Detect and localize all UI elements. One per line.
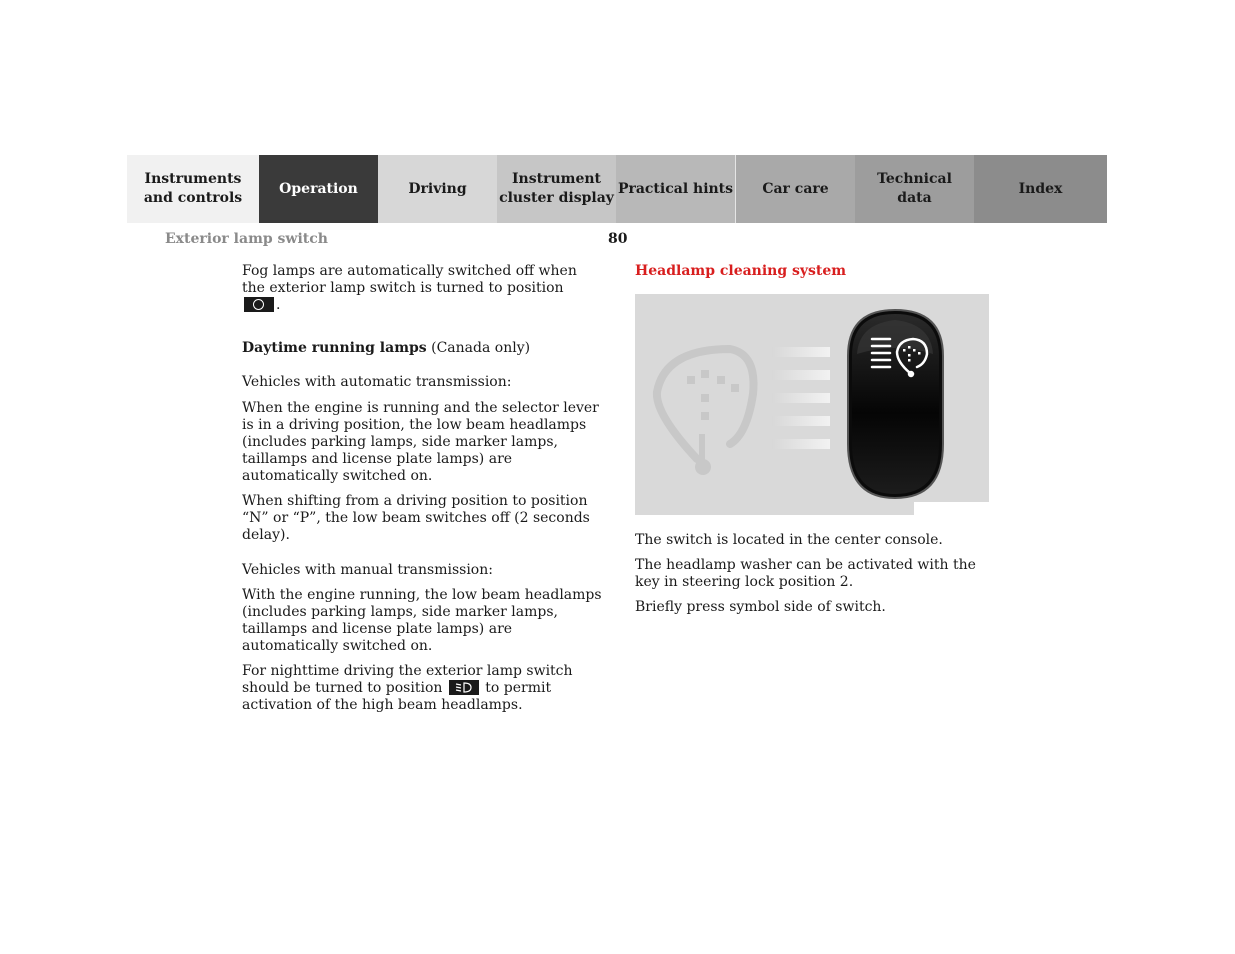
tab-instruments-and-controls[interactable]	[127, 155, 259, 223]
left-column	[242, 263, 602, 714]
tab-operation[interactable]	[259, 155, 378, 223]
tab-label: Practical hints	[617, 180, 734, 197]
auto-paragraph-2: When shifting from a driving position to position “N” or “P”, the low beam switches off (2 seconds delay).	[242, 493, 590, 543]
tab-label: Instruments and controls	[143, 171, 243, 206]
tab-instrument-cluster-display[interactable]	[497, 155, 616, 223]
low-beam-icon	[449, 680, 479, 695]
tab-car-care[interactable]	[736, 155, 855, 223]
tab-label: Driving	[408, 180, 467, 197]
tab-label: Car care	[762, 180, 829, 197]
auto-heading: Vehicles with automatic transmission:	[242, 374, 512, 390]
drl-note: (Canada only)	[426, 340, 531, 356]
tab-label: Technical data	[877, 171, 952, 206]
right-paragraph-3: Briefly press symbol side of switch.	[635, 599, 886, 615]
page-number: 80	[608, 231, 628, 247]
drl-heading-line	[242, 340, 602, 357]
tab-technical-data[interactable]	[855, 155, 974, 223]
tab-practical-hints[interactable]	[616, 155, 736, 223]
manual-paragraph-1: With the engine running, the low beam headlamps (includes parking lamps, side marker lamps, taillamps and license plate lamps) are automatically switched on.	[242, 587, 602, 654]
washer-switch-button	[848, 310, 943, 498]
headlamp-washer-switch-illustration	[635, 294, 989, 515]
headlamp-cleaning-heading: Headlamp cleaning system	[635, 263, 847, 279]
manual-heading: Vehicles with manual transmission:	[242, 562, 493, 578]
drl-heading: Daytime running lamps	[242, 340, 427, 356]
fog-lamps-paragraph: Fog lamps are automatically switched off when the exterior lamp switch is turned to position .	[242, 263, 577, 313]
tab-label: Index	[1018, 180, 1063, 197]
section-title: Exterior lamp switch	[165, 231, 328, 247]
tab-label: Instrument cluster display	[499, 171, 614, 206]
chapter-nav	[127, 155, 1108, 223]
right-paragraph-2: The headlamp washer can be activated with the key in steering lock position 2.	[635, 557, 976, 590]
circle-icon	[244, 297, 274, 312]
tab-index[interactable]	[974, 155, 1107, 223]
manual-paragraph-2: For nighttime driving the exterior lamp switch should be turned to position to permit activation of the high beam headlamps.	[242, 663, 573, 713]
right-paragraph-1: The switch is located in the center console.	[635, 532, 943, 548]
tab-driving[interactable]	[378, 155, 497, 223]
figure-corner-cutout	[914, 502, 989, 515]
auto-paragraph-1: When the engine is running and the selector lever is in a driving position, the low beam headlamps (includes parking lamps, side marker lamps, taillamps and license plate lamps) are automatically switched on.	[242, 400, 599, 484]
tab-label: Operation	[279, 180, 358, 197]
